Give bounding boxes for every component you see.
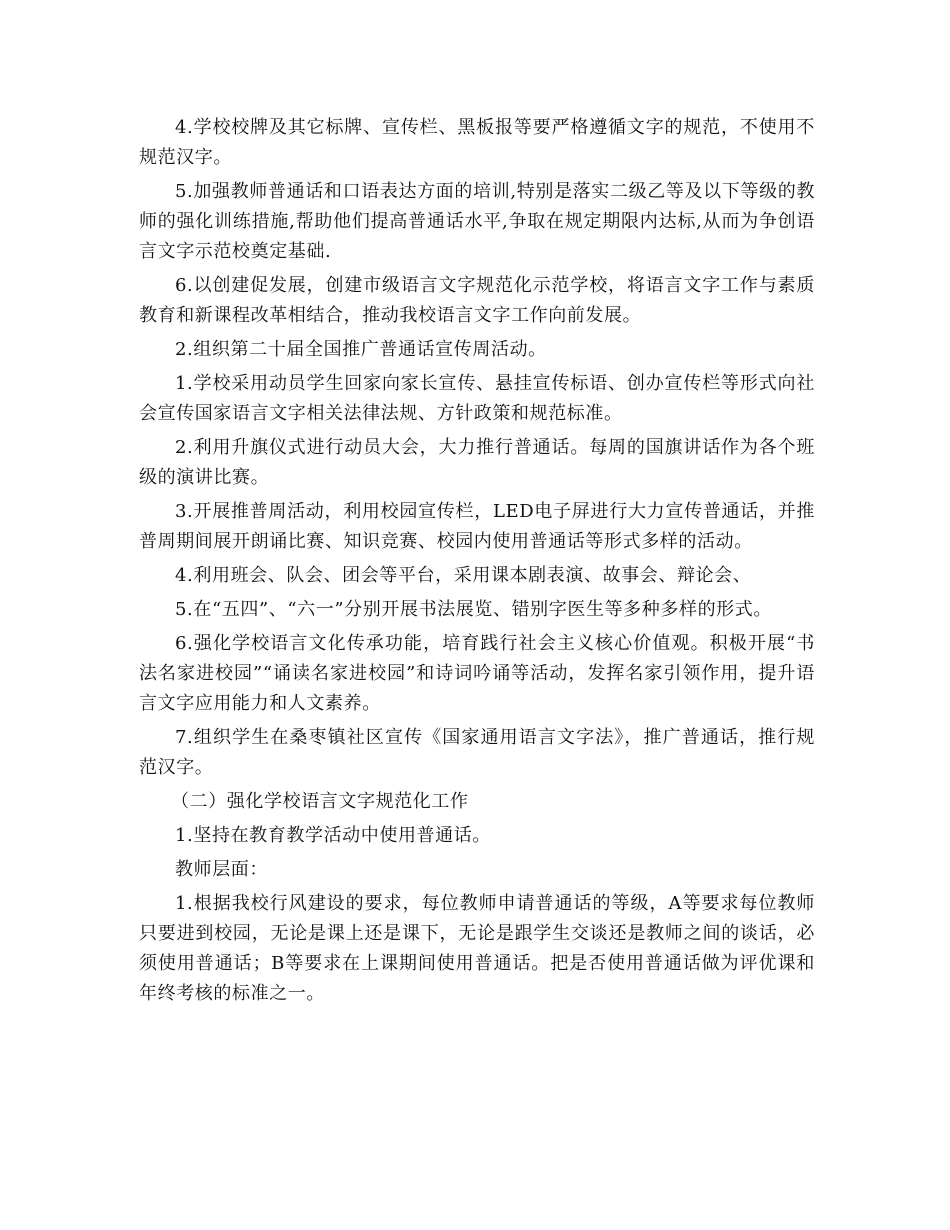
subheading-teacher-level: 教师层面：	[175, 859, 268, 880]
paragraph-10: 6.强化学校语言文化传承功能，培育践行社会主义核心价值观。积极开展“书法名家进校园”“诵读名家进校园”和诗词吟诵等活动，发挥名家引领作用，提升语言文字应用能力和人文素养。	[139, 633, 815, 714]
paragraph-7: 3.开展推普周活动，利用校园宣传栏，LED电子屏进行大力宣传普通话，并推普周期间展开朗诵比赛、知识竞赛、校园内使用普通话等形式多样的活动。	[139, 501, 815, 552]
paragraph-2: 5.加强教师普通话和口语表达方面的培训,特别是落实二级乙等及以下等级的教师的强化训练措施,帮助他们提高普通话水平,争取在规定期限内达标,从而为争创语言文字示范校奠定基础.	[139, 181, 815, 262]
paragraph-9: 5.在“五四”、“六一”分别开展书法展览、错别字医生等多种多样的形式。	[175, 599, 772, 620]
paragraph-3: 6.以创建促发展，创建市级语言文字规范化示范学校，将语言文字工作与素质教育和新课程改革相结合，推动我校语言文字工作向前发展。	[139, 275, 815, 326]
paragraph-13: 1.坚持在教育教学活动中使用普通话。	[175, 825, 491, 846]
paragraph-11: 7.组织学生在桑枣镇社区宣传《国家通用语言文字法》，推广普通话，推行规范汉字。	[139, 727, 815, 778]
document-body	[139, 113, 815, 1013]
paragraph-15: 1.根据我校行风建设的要求，每位教师申请普通话的等级，A等要求每位教师只要进到校园，无论是课上还是课下，无论是跟学生交谈还是教师之间的谈话，必须使用普通话；B等要求在上课期间使用普通话。把是否使用普通话做为评优课和年终考核的标准之一。	[139, 893, 815, 1004]
paragraph-1: 4.学校校牌及其它标牌、宣传栏、黑板报等要严格遵循文字的规范，不使用不规范汉字。	[139, 117, 815, 168]
paragraph-8: 4.利用班会、队会、团会等平台，采用课本剧表演、故事会、辩论会、	[175, 565, 752, 586]
paragraph-4: 2.组织第二十届全国推广普通话宣传周活动。	[175, 339, 547, 360]
paragraph-5: 1.学校采用动员学生回家向家长宣传、悬挂宣传标语、创办宣传栏等形式向社会宣传国家语言文字相关法律法规、方针政策和规范标准。	[139, 373, 815, 424]
paragraph-6: 2.利用升旗仪式进行动员大会，大力推行普通话。每周的国旗讲话作为各个班级的演讲比赛。	[139, 437, 815, 488]
section-heading: （二）强化学校语言文字规范化工作	[171, 791, 469, 812]
